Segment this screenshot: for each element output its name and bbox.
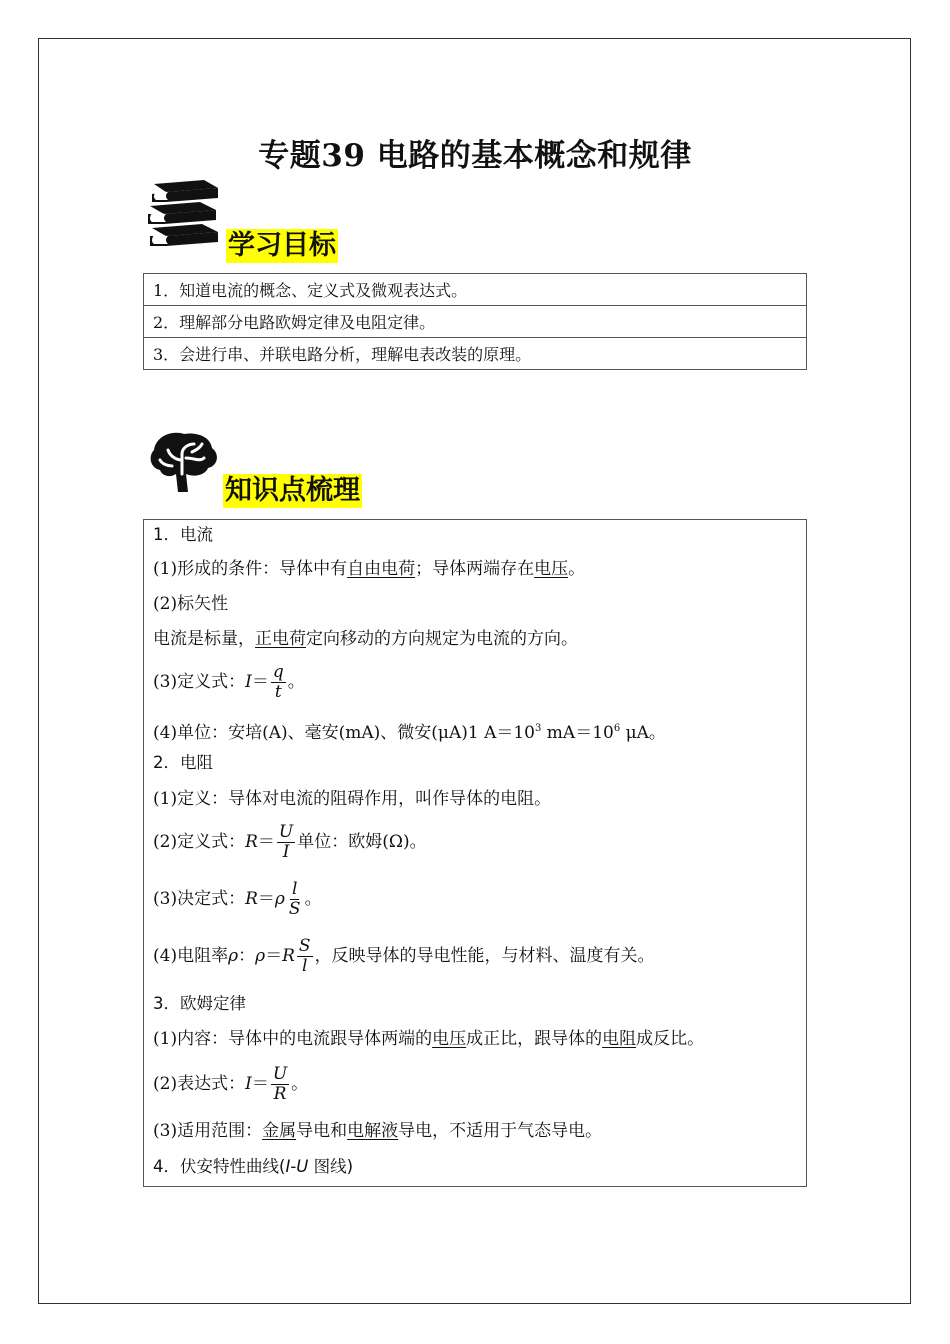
goal-item: 1．知道电流的概念、定义式及微观表达式。	[144, 274, 807, 306]
denominator: I	[282, 842, 290, 862]
text: mA＝10	[541, 723, 614, 743]
text: ，反映导体的导电性能，与材料、温度有关。	[314, 946, 655, 966]
resistance-definition: (1)定义：导体对电流的阻碍作用，叫作导体的电阻。	[153, 789, 552, 809]
resistance-determinant-formula	[153, 880, 322, 919]
underlined-term: 电压	[432, 1029, 467, 1049]
text: (3)决定式：	[153, 889, 246, 909]
variable: I	[245, 672, 252, 692]
brain-icon	[148, 430, 220, 498]
equals-sign: ＝	[251, 1074, 269, 1094]
text: (2)定义式：	[153, 832, 246, 852]
text: (3)适用范围：	[153, 1121, 263, 1141]
text: (4)电阻率	[153, 946, 229, 966]
books-icon	[146, 178, 224, 254]
variable: ρ	[255, 946, 266, 966]
equals-sign: ＝	[257, 889, 275, 909]
knowledge-section-label: 知识点梳理	[225, 475, 360, 506]
text: 图线)	[308, 1157, 354, 1176]
variable: I	[245, 1074, 252, 1094]
equals-sign: ＝	[265, 946, 283, 966]
text: (1)形成的条件：导体中有	[153, 559, 348, 579]
denominator: l	[302, 956, 308, 976]
numerator: U	[272, 1064, 288, 1084]
text: μA。	[620, 723, 666, 743]
goals-table	[143, 273, 807, 370]
section-heading-current: 1．电流	[153, 525, 213, 544]
text: 。	[568, 559, 586, 579]
current-condition	[153, 558, 585, 580]
denominator: R	[273, 1084, 287, 1104]
underlined-term: 金属	[262, 1121, 297, 1141]
text: 。	[291, 1074, 309, 1094]
fraction	[277, 823, 295, 862]
text: 。	[287, 672, 305, 692]
table-row	[144, 338, 807, 370]
section-heading-iu-curve	[153, 1156, 353, 1178]
goal-item: 2．理解部分电路欧姆定律及电阻定律。	[144, 306, 807, 338]
text: (3)定义式：	[153, 672, 246, 692]
current-definition-formula	[153, 663, 305, 702]
text: 导电和	[296, 1121, 348, 1141]
table-row	[144, 306, 807, 338]
text: (4)单位：安培(A)、毫安(mA)、微安(μA)1 A＝10	[153, 723, 536, 743]
text: (1)内容：导体中的电流跟导体两端的	[153, 1029, 433, 1049]
underlined-term: 电解液	[347, 1121, 399, 1141]
text: 成正比，跟导体的	[466, 1029, 603, 1049]
text: (2)表达式：	[153, 1074, 246, 1094]
underlined-term: 正电荷	[255, 629, 306, 649]
variable: ρ	[228, 946, 239, 966]
equals-sign: ＝	[257, 832, 275, 852]
resistivity-formula	[153, 937, 655, 976]
numerator: l	[292, 879, 298, 899]
knowledge-box	[143, 519, 807, 1187]
exponent: 6	[613, 723, 621, 734]
text: 单位：欧姆(Ω)。	[297, 832, 427, 852]
current-vector-label: (2)标矢性	[153, 594, 229, 614]
numerator: U	[278, 822, 294, 842]
variable: I	[285, 1157, 291, 1176]
text: 定向移动的方向规定为电流的方向。	[306, 629, 578, 649]
ohm-scope	[153, 1120, 602, 1142]
denominator: S	[288, 899, 301, 919]
exponent: 3	[535, 723, 542, 734]
goals-section-label: 学习目标	[228, 230, 336, 261]
denominator: t	[274, 682, 282, 702]
underlined-term: 电阻	[602, 1029, 637, 1049]
current-units	[153, 718, 666, 744]
section-heading-ohm: 3．欧姆定律	[153, 994, 246, 1013]
goal-item: 3．会进行串、并联电路分析，理解电表改装的原理。	[144, 338, 807, 370]
underlined-term: 自由电荷	[347, 559, 416, 579]
text: ：	[238, 946, 256, 966]
fraction	[271, 663, 286, 702]
numerator: S	[298, 936, 311, 956]
ohm-content	[153, 1028, 704, 1050]
variable: R	[245, 889, 258, 909]
equals-sign: ＝	[251, 672, 269, 692]
variable: ρ	[274, 889, 285, 909]
fraction	[271, 1065, 289, 1104]
ohm-expression-formula	[153, 1065, 308, 1104]
variable: R	[245, 832, 258, 852]
text: -	[290, 1157, 297, 1176]
fraction	[297, 937, 313, 976]
text: 4．伏安特性曲线(	[153, 1157, 286, 1176]
text: 成反比。	[636, 1029, 705, 1049]
numerator: q	[272, 662, 284, 682]
page-title: 专题39 电路的基本概念和规律	[258, 138, 692, 174]
text: ；导体两端存在	[415, 559, 535, 579]
variable: R	[282, 946, 295, 966]
text: 导电，不适用于气态导电。	[398, 1121, 603, 1141]
current-direction	[153, 628, 578, 650]
fraction	[287, 880, 303, 919]
section-heading-resistance: 2．电阻	[153, 753, 213, 772]
text: 。	[304, 889, 322, 909]
variable: U	[296, 1157, 309, 1176]
underlined-term: 电压	[534, 559, 569, 579]
resistance-definition-formula	[153, 823, 427, 862]
text: 电流是标量，	[153, 629, 255, 649]
table-row	[144, 274, 807, 306]
